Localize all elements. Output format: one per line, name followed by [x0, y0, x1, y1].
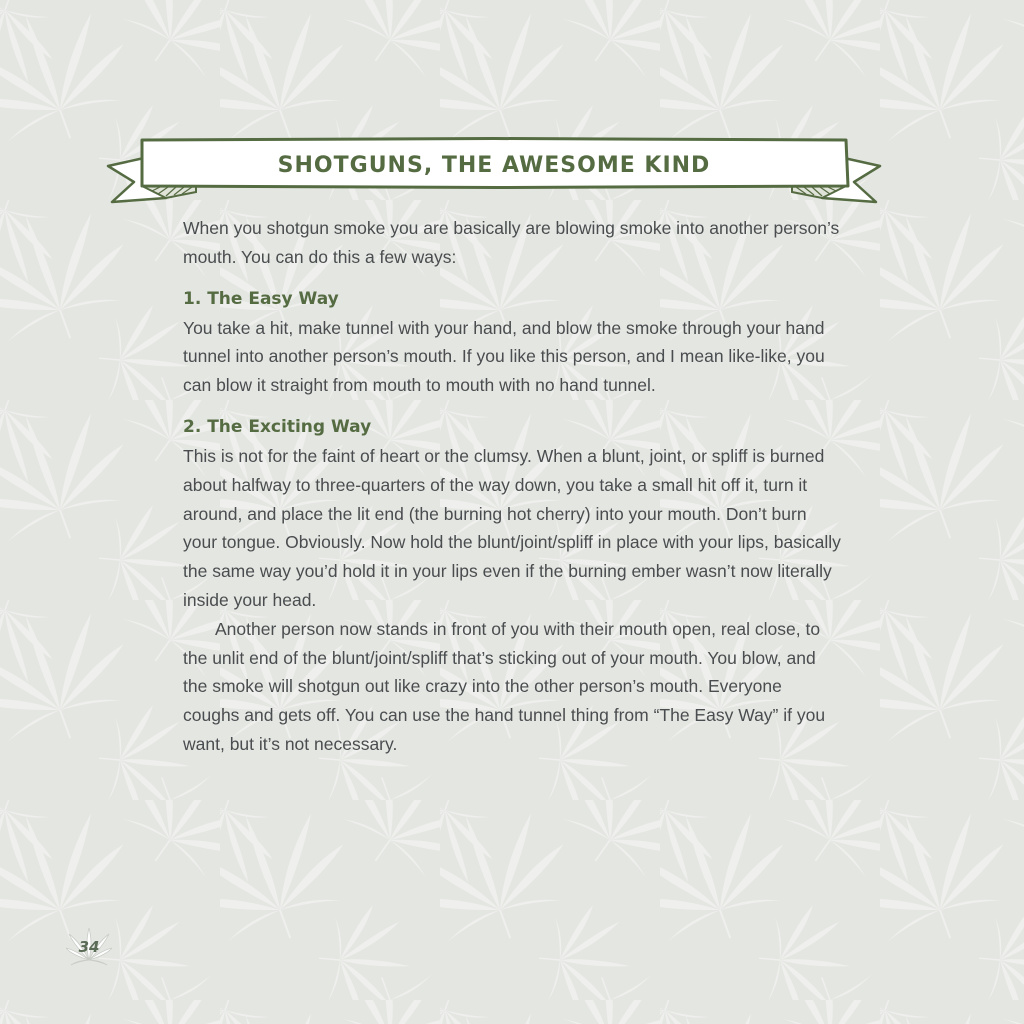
- intro-paragraph: When you shotgun smoke you are basically are blowing smoke into another person’s mouth. You can do this a few ways:: [183, 218, 840, 267]
- exciting-way-paragraph-continued: Another person now stands in front of you with their mouth open, real close, to the unlit end of the blunt/joint/spliff that’s sticking out of your mouth. You blow, and the smoke will shotgun out like crazy into the other person’s mouth. Everyone coughs and gets off. You can use the hand tunnel thing from “The Easy Way” if you want, but it’s not necessary.: [183, 618, 826, 754]
- section-heading-easy-way: 1. The Easy Way: [183, 288, 339, 309]
- exciting-way-paragraph: This is not for the faint of heart or the clumsy. When a blunt, joint, or spliff is burned about halfway to three-quarters of the way down, you take a small hit off it, turn it around, and place the lit end (the burning hot cherry) into your mouth. Don’t burn your tongue. Obviously. Now hold the blunt/joint/spliff in place with your lips, basically the same way you’d hold it in your lips even if the burning ember wasn’t now literally inside your head.: [183, 445, 841, 610]
- easy-way-paragraph: You take a hit, make tunnel with your hand, and blow the smoke through your hand tunnel into another person’s mouth. If you like this person, and I mean like-like, you can blow it straight from mouth to mouth with no hand tunnel.: [183, 317, 825, 396]
- page-number-badge: [66, 926, 112, 970]
- section-heading-exciting-way: 2. The Exciting Way: [183, 416, 372, 437]
- page-number: 34: [78, 938, 100, 956]
- article-body: [183, 214, 843, 759]
- page-title: SHOTGUNS, THE AWESOME KIND: [277, 153, 711, 178]
